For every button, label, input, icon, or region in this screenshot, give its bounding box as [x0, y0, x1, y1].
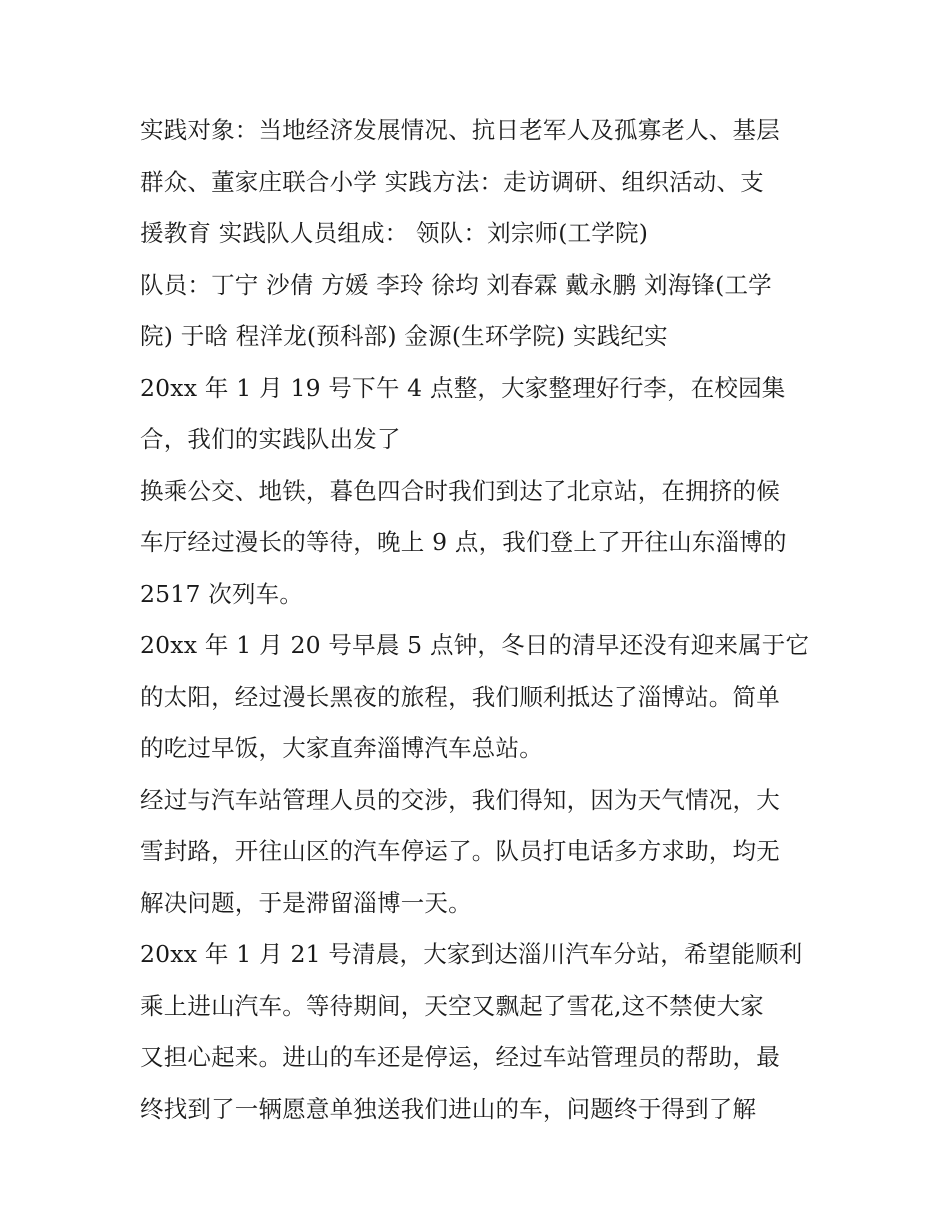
text-line: 20xx 年 1 月 19 号下午 4 点整，大家整理好行李，在校园集	[140, 373, 786, 402]
text-line: 实践对象：当地经济发展情况、抗日老军人及孤寡老人、基层	[140, 116, 780, 144]
text-line: 换乘公交、地铁，暮色四合时我们到达了北京站，在拥挤的候	[140, 476, 780, 505]
text-line: 终找到了一辆愿意单独送我们进山的车，问题终于得到了解	[140, 1094, 757, 1123]
text-line: 群众、董家庄联合小学 实践方法：走访调研、组织活动、支	[140, 167, 764, 196]
text-line: 20xx 年 1 月 21 号清晨，大家到达淄川汽车分站，希望能顺利	[140, 940, 803, 968]
text-line: 援教育 实践队人员组成： 领队：刘宗师(工学院)	[140, 219, 649, 247]
text-line: 合，我们的实践队出发了	[140, 425, 401, 453]
text-line: 解决问题，于是滞留淄博一天。	[140, 888, 472, 917]
text-line: 经过与汽车站管理人员的交涉，我们得知，因为天气情况，大	[140, 785, 780, 814]
text-line: 20xx 年 1 月 20 号早晨 5 点钟，冬日的清早还没有迎来属于它	[140, 631, 810, 659]
document-body	[140, 107, 820, 1137]
text-line: 乘上进山汽车。等待期间，天空又飘起了雪花,这不禁使大家	[140, 991, 764, 1020]
text-line: 院) 于晗 程洋龙(预科部) 金源(生环学院) 实践纪实	[140, 322, 668, 350]
text-line: 队员：丁宁 沙倩 方媛 李玲 徐均 刘春霖 戴永鹏 刘海锋(工学	[140, 270, 772, 299]
text-line: 车厅经过漫长的等待，晚上 9 点，我们登上了开往山东淄博的	[140, 528, 787, 556]
text-line: 的太阳，经过漫长黑夜的旅程，我们顺利抵达了淄博站。简单	[140, 682, 780, 711]
text-line: 的吃过早饭，大家直奔淄博汽车总站。	[140, 734, 543, 762]
text-line: 又担心起来。进山的车还是停运，经过车站管理员的帮助，最	[140, 1043, 780, 1071]
text-line: 雪封路，开往山区的汽车停运了。队员打电话多方求助，均无	[140, 837, 780, 865]
text-line: 2517 次列车。	[140, 579, 304, 608]
